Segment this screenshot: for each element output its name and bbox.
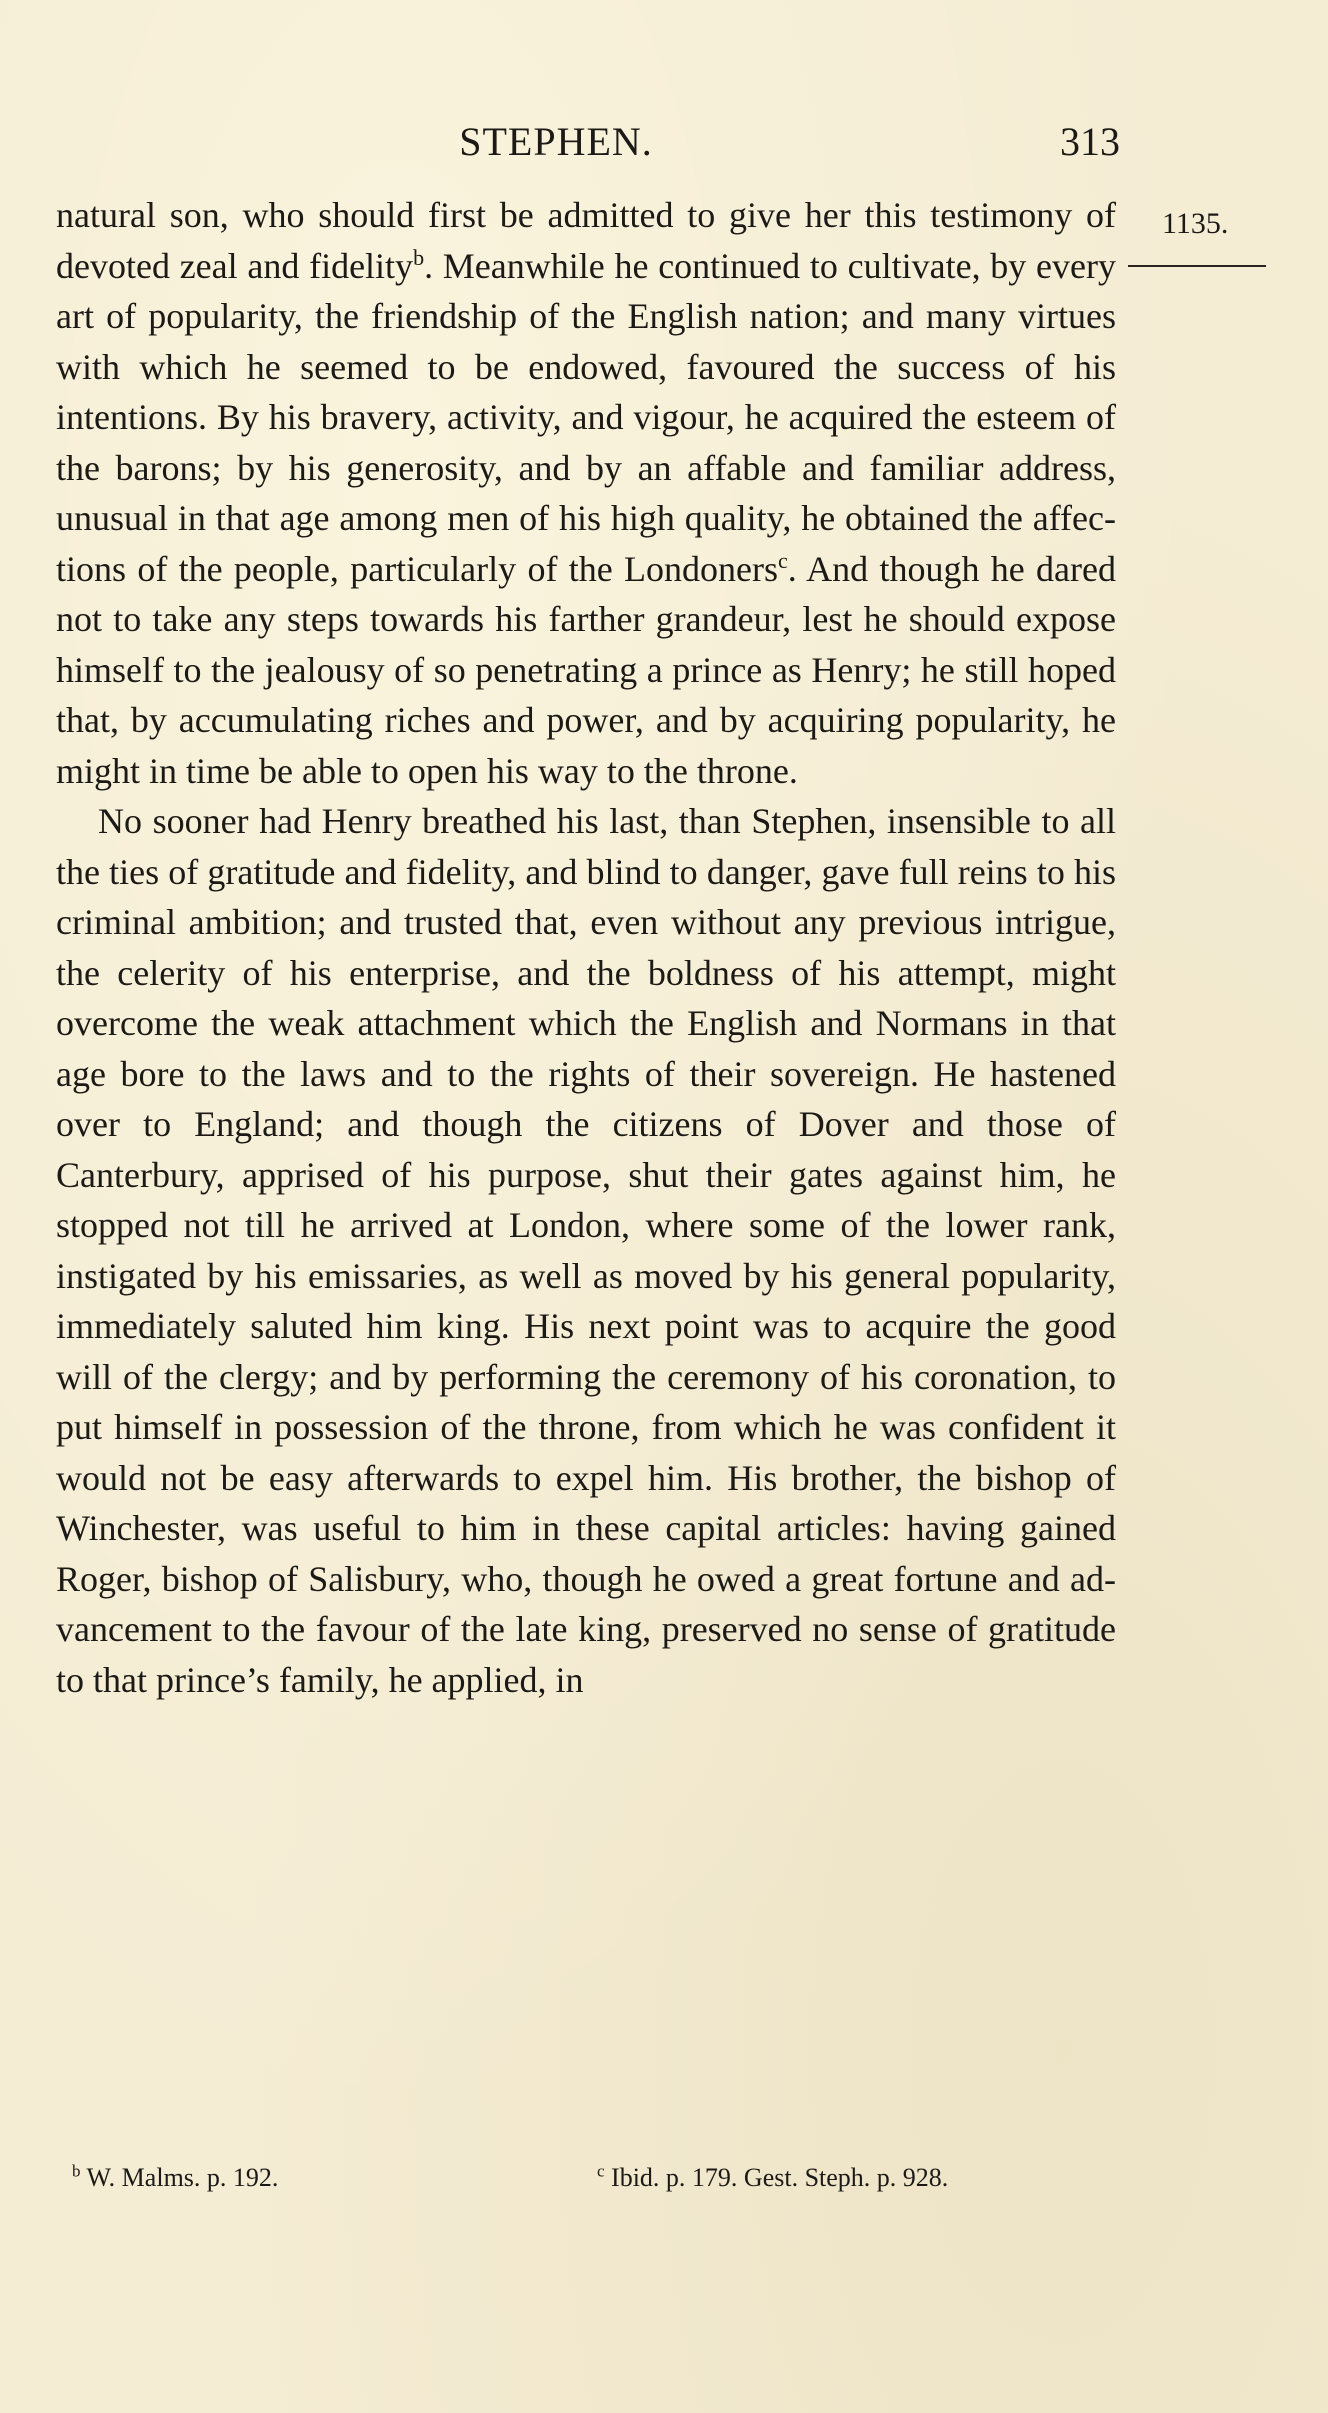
footnote-c [597, 2158, 948, 2198]
text-run: . And though he dared not to take any steps towards his farther grandeur, lest he should expose himself to the jealousy of so penetrating a prince as Henry; he still hoped that, by accumulating riches and power, and by acquiring popularity, he might in time be able to open his way to the throne. [56, 548, 1117, 791]
text-run: natural son, who should first be admitted to give her this testimony of devoted zeal and fidelity [56, 195, 1116, 286]
text-run: . Meanwhile he continued to cultivate, by every art of popularity, the friendship of the English nation; and many virtues with which he seemed to be endowed, favoured the success of his intentions. By his bravery, activity, and vigour, he acquired the esteem of the barons; by his generosity, and by an affable and familiar address, unusual in that age among men of his high quality, he obtained the affections of the people, particularly of the Londoners [56, 245, 1116, 589]
page-number: 313 [1060, 119, 1120, 164]
footnote-marker: b [72, 2161, 81, 2181]
paragraph-2 [56, 796, 1116, 1705]
text-run: No sooner had Henry breathed his last, than Stephen, insensible to all the ties of gratitude and fidelity, and blind to danger, gave full reins to his criminal ambition; and trusted that, even without any previous intrigue, the celerity of his enterprise, and the boldness of his attempt, might overcome the weak attachment which the English and Normans in that age bore to the laws and to the rights of their sovereign. He hastened over to England; and though the citizens of Dover and those of Canterbury, apprised of his purpose, shut their gates against him, he stopped not till he arrived at London, where some of the lower rank, instigated by his emissaries, as well as moved by his general popularity, immediately saluted him king. His next point was to acquire the good will of the clergy; and by performing the ceremony of his coronation, to put himself in possession of the throne, from which he was confident it would not be easy afterwards to expel him. His brother, the bishop of Winchester, was useful to him in these capital articles: having gained Roger, bishop of Salisbury, who, though he owed a great fortune and advancement to the favour of the late king, preserved no sense of gratitude to that prince’s family, he applied, in [56, 801, 1116, 1700]
paragraph-1 [56, 190, 1116, 796]
running-title: STEPHEN. [459, 119, 653, 164]
footnote-b [72, 2158, 278, 2198]
running-head [56, 112, 1120, 172]
margin-year-note: 1135. [1162, 207, 1229, 240]
margin-rule [1128, 265, 1266, 267]
footnote-marker: c [597, 2161, 605, 2181]
footnote-text: W. Malms. p. 192. [80, 2163, 279, 2192]
footnote-ref-c: c [778, 547, 788, 573]
footnote-ref-b: b [413, 244, 425, 270]
footnote-text: Ibid. p. 179. Gest. Steph. p. 928. [604, 2163, 949, 2192]
body-text [56, 190, 1116, 1705]
